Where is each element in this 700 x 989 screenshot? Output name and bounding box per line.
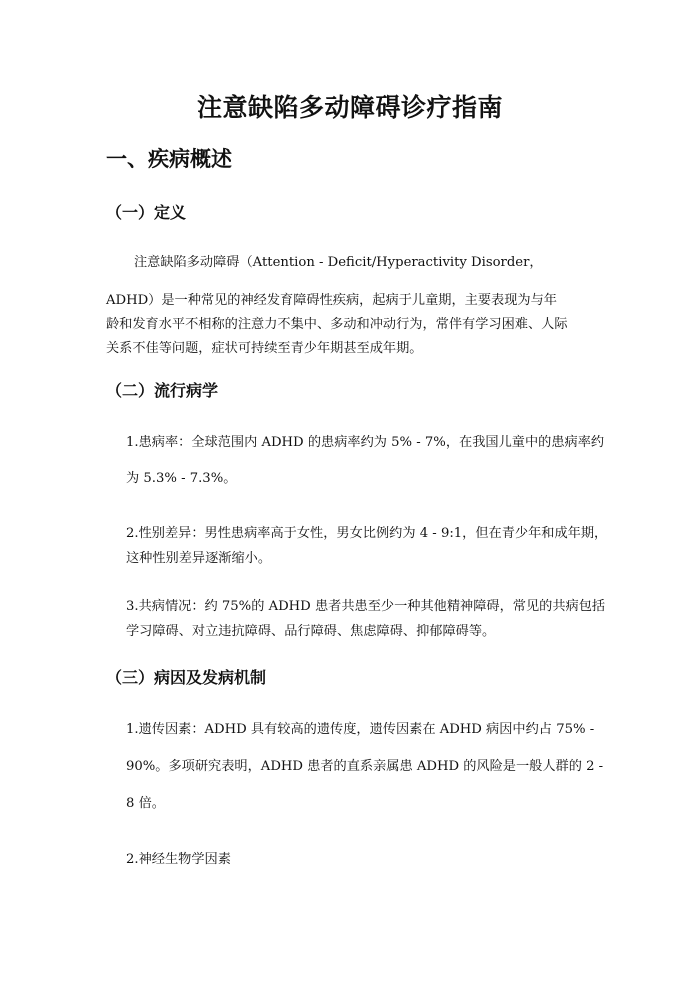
epidemiology-item-3-line-2: 学习障碍、对立违抗障碍、品行障碍、焦虑障碍、抑郁障碍等。	[126, 624, 496, 639]
definition-line-4: 关系不佳等问题，症状可持续至青少年期甚至成年期。	[106, 341, 423, 356]
epidemiology-item-2-line-1: 2.性别差异：男性患病率高于女性，男女比例约为 4 - 9:1，但在青少年和成年期，	[126, 526, 608, 541]
epidemiology-item-1-line-2: 为 5.3% - 7.3%。	[126, 471, 237, 486]
subsection-heading-definition: （一）定义	[106, 203, 187, 222]
etiology-item-1-line-3: 8 倍。	[126, 796, 165, 811]
epidemiology-item-2-line-2: 这种性别差异逐渐缩小。	[126, 551, 272, 566]
subsection-heading-etiology: （三）病因及发病机制	[106, 668, 267, 687]
section-heading-overview: 一、疾病概述	[106, 147, 232, 171]
etiology-item-1-line-2: 90%。多项研究表明，ADHD 患者的直系亲属患 ADHD 的风险是一般人群的 2 -	[126, 759, 604, 774]
document-title: 注意缺陷多动障碍诊疗指南	[196, 93, 503, 122]
etiology-item-1-line-1: 1.遗传因素：ADHD 具有较高的遗传度，遗传因素在 ADHD 病因中约占 75% -	[126, 722, 595, 737]
definition-line-2: ADHD）是一种常见的神经发育障碍性疾病，起病于儿童期，主要表现为与年	[106, 293, 557, 308]
epidemiology-item-3-line-1: 3.共病情况：约 75%的 ADHD 患者共患至少一种其他精神障碍，常见的共病包括	[126, 599, 606, 614]
epidemiology-item-1-line-1: 1.患病率：全球范围内 ADHD 的患病率约为 5% - 7%，在我国儿童中的患病率约	[126, 435, 605, 450]
etiology-item-2: 2.神经生物学因素	[126, 852, 231, 867]
definition-line-3: 龄和发育水平不相称的注意力不集中、多动和冲动行为，常伴有学习困难、人际	[106, 317, 568, 332]
subsection-heading-epidemiology: （二）流行病学	[106, 381, 219, 400]
definition-line-1: 注意缺陷多动障碍（Attention - Deficit/Hyperactivity Disorder，	[134, 255, 543, 270]
